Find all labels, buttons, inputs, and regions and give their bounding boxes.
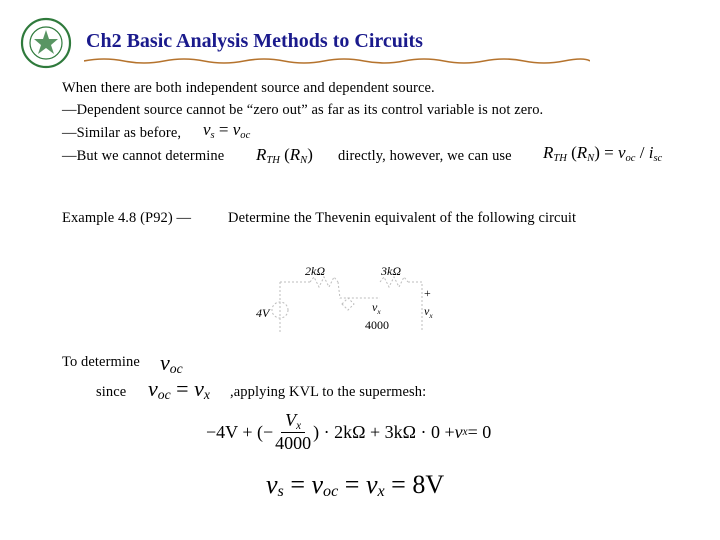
page-title: Ch2 Basic Analysis Methods to Circuits bbox=[86, 30, 423, 52]
since-label: since bbox=[96, 384, 127, 400]
output-vx-label: $v_x$ bbox=[424, 304, 433, 320]
line-2: —Dependent source cannot be “zero out” as far as its control variable is not zero. bbox=[62, 102, 544, 118]
resistor-2k-label: 2kΩ bbox=[305, 264, 326, 278]
voc-symbol: $v_{oc}$ bbox=[160, 350, 183, 376]
dependent-source-numerator: $v_x$ bbox=[372, 300, 381, 316]
eq-vs-voc: $v_s = v_{oc}$ bbox=[203, 120, 251, 141]
eq-voc-vx: $v_{oc} = v_x$ bbox=[148, 376, 210, 402]
line-4b: directly, however, we can use bbox=[338, 148, 512, 164]
line-1: When there are both independent source and dependent source. bbox=[62, 80, 435, 96]
result-equation: $v_s = v_{oc} = v_x = 8V$ bbox=[266, 470, 445, 500]
university-logo bbox=[20, 17, 72, 69]
kvl-equation: −4V + (− $\frac{V_x}{4000}$ ) · 2kΩ + 3kΩ · 0 + v x = 0 bbox=[206, 410, 492, 453]
eq-rth-rn: $R_{TH}$ $(R_N)$ bbox=[256, 145, 313, 166]
kvl-text: ,applying KVL to the supermesh: bbox=[230, 384, 427, 400]
eq-rth-formula: $R_{TH}$ $(R_N) = v_{oc} / i_{sc}$ bbox=[543, 143, 663, 164]
title-underline bbox=[84, 56, 590, 64]
kvl-fraction: $\frac{V_x}{4000}$ bbox=[275, 410, 312, 453]
to-determine-label: To determine bbox=[62, 354, 140, 370]
line-4a: —But we cannot determine bbox=[62, 148, 225, 164]
example-text: Determine the Thevenin equivalent of the following circuit bbox=[228, 210, 577, 226]
source-4v-label: 4V bbox=[256, 306, 270, 320]
resistor-3k-label: 3kΩ bbox=[381, 264, 402, 278]
output-plus-label: + bbox=[424, 286, 431, 300]
dependent-source-denominator: 4000 bbox=[365, 318, 389, 332]
circuit-diagram bbox=[250, 262, 450, 342]
line-3: —Similar as before, bbox=[62, 125, 182, 141]
example-label: Example 4.8 (P92) — bbox=[62, 210, 192, 226]
